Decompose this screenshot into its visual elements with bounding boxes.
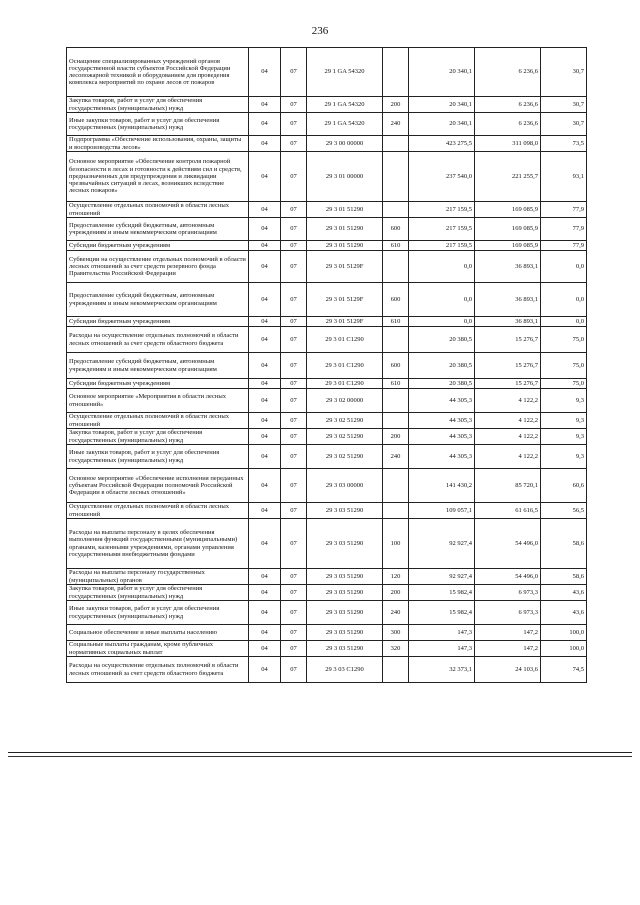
- expense-type-cell: [383, 202, 409, 218]
- table-row: [67, 283, 587, 317]
- executed-amount-cell: 4 122,2: [475, 445, 541, 469]
- table-row: [67, 413, 587, 429]
- planned-amount-cell: 0,0: [409, 251, 475, 283]
- target-code-cell: 29 3 01 5129F: [307, 251, 383, 283]
- target-code-cell: 29 3 03 51290: [307, 625, 383, 641]
- section-cell: 04: [249, 353, 281, 379]
- table-row: [67, 202, 587, 218]
- section-cell: 04: [249, 413, 281, 429]
- execution-percent-cell: 74,5: [541, 657, 587, 683]
- planned-amount-cell: 20 340,1: [409, 48, 475, 97]
- row-name-cell: Расходы на осуществление отдельных полномочий в области лесных отношений за счет средств областного бюджета: [67, 657, 249, 683]
- target-code-cell: 29 3 02 51290: [307, 413, 383, 429]
- subsection-cell: 07: [281, 283, 307, 317]
- row-name-cell: Закупка товаров, работ и услуг для обеспечения государственных (муниципальных) нужд: [67, 585, 249, 601]
- section-cell: 04: [249, 251, 281, 283]
- section-cell: 04: [249, 113, 281, 136]
- section-cell: 04: [249, 136, 281, 152]
- target-code-cell: 29 3 01 С1290: [307, 327, 383, 353]
- table-row: [67, 519, 587, 569]
- expense-type-cell: [383, 413, 409, 429]
- subsection-cell: 07: [281, 445, 307, 469]
- target-code-cell: 29 3 03 51290: [307, 641, 383, 657]
- table-row: [67, 113, 587, 136]
- planned-amount-cell: 92 927,4: [409, 569, 475, 585]
- section-cell: 04: [249, 389, 281, 413]
- subsection-cell: 07: [281, 569, 307, 585]
- execution-percent-cell: 9,3: [541, 429, 587, 445]
- execution-percent-cell: 77,9: [541, 218, 587, 241]
- execution-percent-cell: 9,3: [541, 445, 587, 469]
- row-name-cell: Социальные выплаты гражданам, кроме публичных нормативных социальных выплат: [67, 641, 249, 657]
- subsection-cell: 07: [281, 136, 307, 152]
- section-cell: 04: [249, 503, 281, 519]
- row-name-cell: Оснащение специализированных учреждений органов государственной власти субъектов Российской Федерации лесопожарной техникой и оборудованием для проведения комплекса мероприятий по охране лесов от пожаров: [67, 48, 249, 97]
- row-name-cell: Осуществление отдельных полномочий в области лесных отношений: [67, 413, 249, 429]
- executed-amount-cell: 54 496,0: [475, 569, 541, 585]
- executed-amount-cell: 169 085,9: [475, 241, 541, 251]
- planned-amount-cell: 141 430,2: [409, 469, 475, 503]
- target-code-cell: 29 3 03 51290: [307, 601, 383, 625]
- subsection-cell: 07: [281, 218, 307, 241]
- table-row: [67, 317, 587, 327]
- row-name-cell: Иные закупки товаров, работ и услуг для обеспечения государственных (муниципальных) нужд: [67, 113, 249, 136]
- execution-percent-cell: 9,3: [541, 413, 587, 429]
- target-code-cell: 29 3 01 51290: [307, 202, 383, 218]
- execution-percent-cell: 0,0: [541, 251, 587, 283]
- expense-type-cell: 600: [383, 283, 409, 317]
- table-row: [67, 136, 587, 152]
- execution-percent-cell: 75,0: [541, 353, 587, 379]
- target-code-cell: 29 1 GA 54320: [307, 97, 383, 113]
- table-row: [67, 241, 587, 251]
- execution-percent-cell: 30,7: [541, 48, 587, 97]
- row-name-cell: Подпрограмма «Обеспечение использования, охраны, защиты и воспроизводства лесов»: [67, 136, 249, 152]
- execution-percent-cell: 60,6: [541, 469, 587, 503]
- executed-amount-cell: 36 893,1: [475, 283, 541, 317]
- planned-amount-cell: 237 540,0: [409, 152, 475, 202]
- section-cell: 04: [249, 585, 281, 601]
- executed-amount-cell: 311 098,0: [475, 136, 541, 152]
- section-cell: 04: [249, 218, 281, 241]
- expense-type-cell: [383, 469, 409, 503]
- row-name-cell: Социальное обеспечение и иные выплаты населению: [67, 625, 249, 641]
- executed-amount-cell: 15 276,7: [475, 379, 541, 389]
- execution-percent-cell: 77,9: [541, 241, 587, 251]
- subsection-cell: 07: [281, 469, 307, 503]
- executed-amount-cell: 15 276,7: [475, 327, 541, 353]
- planned-amount-cell: 423 275,5: [409, 136, 475, 152]
- planned-amount-cell: 217 159,5: [409, 218, 475, 241]
- section-cell: 04: [249, 317, 281, 327]
- target-code-cell: 29 3 00 00000: [307, 136, 383, 152]
- row-name-cell: Закупка товаров, работ и услуг для обеспечения государственных (муниципальных) нужд: [67, 97, 249, 113]
- target-code-cell: 29 3 02 51290: [307, 445, 383, 469]
- planned-amount-cell: 109 057,1: [409, 503, 475, 519]
- execution-percent-cell: 75,0: [541, 379, 587, 389]
- expense-type-cell: 240: [383, 601, 409, 625]
- row-name-cell: Субвенции на осуществление отдельных полномочий в области лесных отношений за счет средств резервного фонда Правительства Российской Федерации: [67, 251, 249, 283]
- table-row: [67, 585, 587, 601]
- subsection-cell: 07: [281, 379, 307, 389]
- expense-type-cell: 200: [383, 97, 409, 113]
- target-code-cell: 29 3 03 51290: [307, 585, 383, 601]
- planned-amount-cell: 217 159,5: [409, 241, 475, 251]
- footer-rule-thin: [8, 756, 632, 757]
- planned-amount-cell: 44 305,3: [409, 445, 475, 469]
- row-name-cell: Предоставление субсидий бюджетным, автономным учреждениям и иным некоммерческим организациям: [67, 218, 249, 241]
- expense-type-cell: [383, 152, 409, 202]
- table-row: [67, 657, 587, 683]
- planned-amount-cell: 217 159,5: [409, 202, 475, 218]
- executed-amount-cell: 61 616,5: [475, 503, 541, 519]
- section-cell: 04: [249, 469, 281, 503]
- executed-amount-cell: 4 122,2: [475, 389, 541, 413]
- subsection-cell: 07: [281, 241, 307, 251]
- section-cell: 04: [249, 97, 281, 113]
- row-name-cell: Иные закупки товаров, работ и услуг для обеспечения государственных (муниципальных) нужд: [67, 601, 249, 625]
- executed-amount-cell: 24 103,6: [475, 657, 541, 683]
- subsection-cell: 07: [281, 317, 307, 327]
- expense-type-cell: 610: [383, 317, 409, 327]
- row-name-cell: Осуществление отдельных полномочий в области лесных отношений: [67, 202, 249, 218]
- executed-amount-cell: 85 720,1: [475, 469, 541, 503]
- table-row: [67, 152, 587, 202]
- target-code-cell: 29 3 01 5129F: [307, 283, 383, 317]
- expense-type-cell: 240: [383, 445, 409, 469]
- expense-type-cell: [383, 251, 409, 283]
- target-code-cell: 29 3 01 С1290: [307, 379, 383, 389]
- planned-amount-cell: 44 305,3: [409, 413, 475, 429]
- expense-type-cell: [383, 136, 409, 152]
- subsection-cell: 07: [281, 97, 307, 113]
- expense-type-cell: [383, 389, 409, 413]
- section-cell: 04: [249, 202, 281, 218]
- table-row: [67, 327, 587, 353]
- table-row: [67, 218, 587, 241]
- planned-amount-cell: 20 340,1: [409, 97, 475, 113]
- executed-amount-cell: 36 893,1: [475, 251, 541, 283]
- row-name-cell: Иные закупки товаров, работ и услуг для обеспечения государственных (муниципальных) нужд: [67, 445, 249, 469]
- target-code-cell: 29 3 01 5129F: [307, 317, 383, 327]
- execution-percent-cell: 77,9: [541, 202, 587, 218]
- row-name-cell: Расходы на осуществление отдельных полномочий в области лесных отношений за счет средств областного бюджета: [67, 327, 249, 353]
- row-name-cell: Предоставление субсидий бюджетным, автономным учреждениям и иным некоммерческим организациям: [67, 283, 249, 317]
- subsection-cell: 07: [281, 251, 307, 283]
- row-name-cell: Субсидии бюджетным учреждениям: [67, 317, 249, 327]
- executed-amount-cell: 6 973,3: [475, 585, 541, 601]
- planned-amount-cell: 20 380,5: [409, 353, 475, 379]
- planned-amount-cell: 0,0: [409, 283, 475, 317]
- section-cell: 04: [249, 429, 281, 445]
- expense-type-cell: 100: [383, 519, 409, 569]
- subsection-cell: 07: [281, 585, 307, 601]
- execution-percent-cell: 56,5: [541, 503, 587, 519]
- execution-percent-cell: 58,6: [541, 569, 587, 585]
- subsection-cell: 07: [281, 657, 307, 683]
- expense-type-cell: [383, 48, 409, 97]
- row-name-cell: Расходы на выплаты персоналу государственных (муниципальных) органов: [67, 569, 249, 585]
- subsection-cell: 07: [281, 503, 307, 519]
- expense-type-cell: [383, 503, 409, 519]
- expense-type-cell: 610: [383, 241, 409, 251]
- row-name-cell: Осуществление отдельных полномочий в области лесных отношений: [67, 503, 249, 519]
- execution-percent-cell: 73,5: [541, 136, 587, 152]
- executed-amount-cell: 54 496,0: [475, 519, 541, 569]
- execution-percent-cell: 0,0: [541, 317, 587, 327]
- subsection-cell: 07: [281, 353, 307, 379]
- execution-percent-cell: 75,0: [541, 327, 587, 353]
- target-code-cell: 29 3 03 00000: [307, 469, 383, 503]
- target-code-cell: 29 3 02 51290: [307, 429, 383, 445]
- section-cell: 04: [249, 327, 281, 353]
- row-name-cell: Основное мероприятие «Обеспечение контроля пожарной безопасности в лесах и готовности к действиям сил и средств, предназначенных для предупреждения и ликвидации чрезвычайных ситуаций в лесах, возникших вследствие лесных пожаров»: [67, 152, 249, 202]
- executed-amount-cell: 6 973,3: [475, 601, 541, 625]
- planned-amount-cell: 20 380,5: [409, 379, 475, 389]
- section-cell: 04: [249, 152, 281, 202]
- table-row: [67, 469, 587, 503]
- row-name-cell: Предоставление субсидий бюджетным, автономным учреждениям и иным некоммерческим организациям: [67, 353, 249, 379]
- subsection-cell: 07: [281, 413, 307, 429]
- target-code-cell: 29 3 01 00000: [307, 152, 383, 202]
- row-name-cell: Основное мероприятие «Мероприятия в области лесных отношений»: [67, 389, 249, 413]
- expense-type-cell: 200: [383, 585, 409, 601]
- table-row: [67, 625, 587, 641]
- target-code-cell: 29 3 01 51290: [307, 241, 383, 251]
- subsection-cell: 07: [281, 429, 307, 445]
- expense-type-cell: [383, 327, 409, 353]
- row-name-cell: Основное мероприятие «Обеспечение исполнения переданных субъектам Российской Федерации полномочий Российской Федерации в области лесных отношений»: [67, 469, 249, 503]
- expense-type-cell: 610: [383, 379, 409, 389]
- target-code-cell: 29 1 GA 54320: [307, 48, 383, 97]
- executed-amount-cell: 6 236,6: [475, 97, 541, 113]
- target-code-cell: 29 3 01 С1290: [307, 353, 383, 379]
- planned-amount-cell: 147,3: [409, 625, 475, 641]
- executed-amount-cell: 169 085,9: [475, 202, 541, 218]
- planned-amount-cell: 20 380,5: [409, 327, 475, 353]
- executed-amount-cell: 4 122,2: [475, 413, 541, 429]
- execution-percent-cell: 43,6: [541, 601, 587, 625]
- planned-amount-cell: 147,3: [409, 641, 475, 657]
- subsection-cell: 07: [281, 48, 307, 97]
- expense-type-cell: 320: [383, 641, 409, 657]
- table-row: [67, 641, 587, 657]
- section-cell: 04: [249, 569, 281, 585]
- table-row: [67, 569, 587, 585]
- execution-percent-cell: 9,3: [541, 389, 587, 413]
- row-name-cell: Субсидии бюджетным учреждениям: [67, 379, 249, 389]
- execution-percent-cell: 100,0: [541, 625, 587, 641]
- table-row: [67, 353, 587, 379]
- planned-amount-cell: 44 305,3: [409, 429, 475, 445]
- subsection-cell: 07: [281, 202, 307, 218]
- target-code-cell: 29 3 02 00000: [307, 389, 383, 413]
- planned-amount-cell: 20 340,1: [409, 113, 475, 136]
- subsection-cell: 07: [281, 519, 307, 569]
- table-row: [67, 429, 587, 445]
- target-code-cell: 29 1 GA 54320: [307, 113, 383, 136]
- subsection-cell: 07: [281, 601, 307, 625]
- section-cell: 04: [249, 445, 281, 469]
- executed-amount-cell: 6 236,6: [475, 113, 541, 136]
- expense-type-cell: 120: [383, 569, 409, 585]
- table-row: [67, 445, 587, 469]
- execution-percent-cell: 100,0: [541, 641, 587, 657]
- expense-type-cell: 600: [383, 218, 409, 241]
- table-row: [67, 389, 587, 413]
- table-row: [67, 48, 587, 97]
- target-code-cell: 29 3 03 С1290: [307, 657, 383, 683]
- section-cell: 04: [249, 657, 281, 683]
- table-row: [67, 97, 587, 113]
- expense-type-cell: 600: [383, 353, 409, 379]
- footer-rule: [8, 752, 632, 753]
- planned-amount-cell: 15 982,4: [409, 585, 475, 601]
- budget-table: [66, 47, 587, 683]
- target-code-cell: 29 3 03 51290: [307, 569, 383, 585]
- subsection-cell: 07: [281, 389, 307, 413]
- subsection-cell: 07: [281, 327, 307, 353]
- table-row: [67, 601, 587, 625]
- planned-amount-cell: 44 305,3: [409, 389, 475, 413]
- row-name-cell: Закупка товаров, работ и услуг для обеспечения государственных (муниципальных) нужд: [67, 429, 249, 445]
- row-name-cell: Расходы на выплаты персоналу в целях обеспечения выполнения функций государственными (муниципальными) органами, казенными учреждениями, органами управления государственными внебюджетными фондами: [67, 519, 249, 569]
- executed-amount-cell: 169 085,9: [475, 218, 541, 241]
- planned-amount-cell: 92 927,4: [409, 519, 475, 569]
- executed-amount-cell: 15 276,7: [475, 353, 541, 379]
- table-row: [67, 503, 587, 519]
- section-cell: 04: [249, 625, 281, 641]
- target-code-cell: 29 3 01 51290: [307, 218, 383, 241]
- section-cell: 04: [249, 283, 281, 317]
- table-row: [67, 251, 587, 283]
- section-cell: 04: [249, 601, 281, 625]
- planned-amount-cell: 0,0: [409, 317, 475, 327]
- expense-type-cell: 300: [383, 625, 409, 641]
- expense-type-cell: [383, 657, 409, 683]
- execution-percent-cell: 30,7: [541, 97, 587, 113]
- executed-amount-cell: 4 122,2: [475, 429, 541, 445]
- executed-amount-cell: 221 255,7: [475, 152, 541, 202]
- execution-percent-cell: 43,6: [541, 585, 587, 601]
- expense-type-cell: 200: [383, 429, 409, 445]
- expense-type-cell: 240: [383, 113, 409, 136]
- executed-amount-cell: 147,2: [475, 625, 541, 641]
- target-code-cell: 29 3 03 51290: [307, 503, 383, 519]
- section-cell: 04: [249, 48, 281, 97]
- executed-amount-cell: 36 893,1: [475, 317, 541, 327]
- planned-amount-cell: 15 982,4: [409, 601, 475, 625]
- section-cell: 04: [249, 379, 281, 389]
- execution-percent-cell: 0,0: [541, 283, 587, 317]
- section-cell: 04: [249, 519, 281, 569]
- table-row: [67, 379, 587, 389]
- subsection-cell: 07: [281, 113, 307, 136]
- row-name-cell: Субсидии бюджетным учреждениям: [67, 241, 249, 251]
- subsection-cell: 07: [281, 625, 307, 641]
- execution-percent-cell: 58,6: [541, 519, 587, 569]
- section-cell: 04: [249, 241, 281, 251]
- planned-amount-cell: 32 373,1: [409, 657, 475, 683]
- executed-amount-cell: 6 236,6: [475, 48, 541, 97]
- execution-percent-cell: 30,7: [541, 113, 587, 136]
- page-number: 236: [311, 25, 329, 37]
- subsection-cell: 07: [281, 641, 307, 657]
- target-code-cell: 29 3 03 51290: [307, 519, 383, 569]
- execution-percent-cell: 93,1: [541, 152, 587, 202]
- section-cell: 04: [249, 641, 281, 657]
- executed-amount-cell: 147,2: [475, 641, 541, 657]
- subsection-cell: 07: [281, 152, 307, 202]
